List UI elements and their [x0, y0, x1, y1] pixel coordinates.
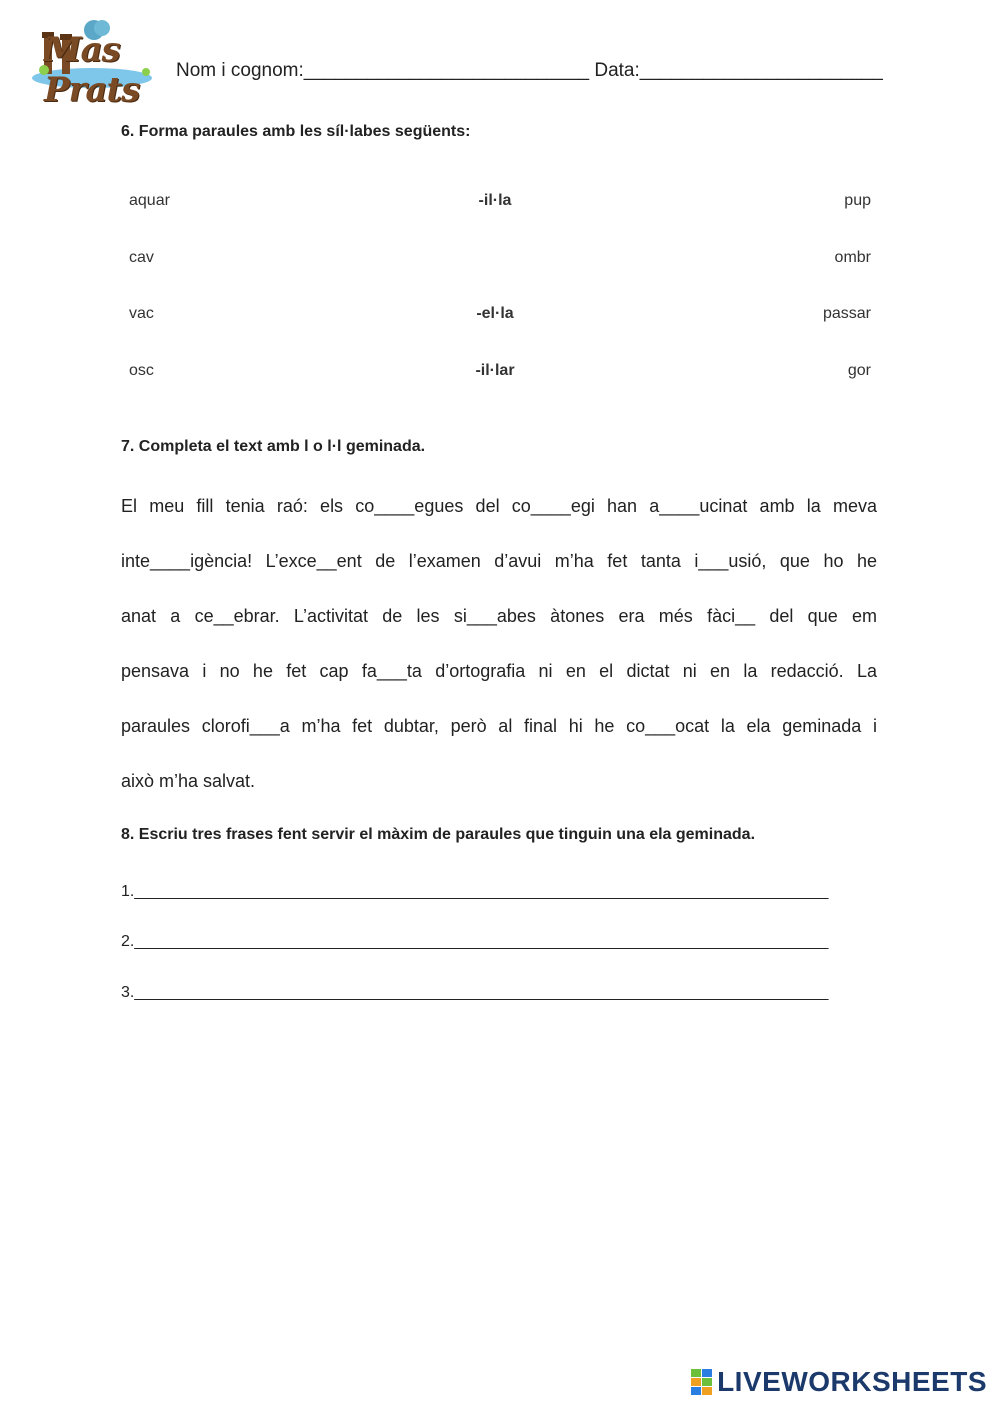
syllable-left: osc [129, 362, 154, 379]
syllable-suffix: -il·la [478, 192, 512, 209]
text-line[interactable]: pensava i no he fet cap fa___ta d’ortografia ni en el dictat ni en la redacció. La [121, 661, 877, 681]
answer-line-1[interactable]: 1.______________________________________________________________________________ [121, 883, 829, 900]
syllable-suffix: -el·la [476, 305, 514, 322]
answer-line-3[interactable]: 3.______________________________________________________________________________ [121, 984, 829, 1001]
exercise-7-title: 7. Completa el text amb l o l·l geminada. [121, 438, 426, 455]
liveworksheets-brand: LIVEWORKSHEETS [717, 1366, 987, 1397]
syllable-right: passar [822, 305, 871, 322]
exercise-6-title: 6. Forma paraules amb les síl·labes següents: [121, 123, 471, 140]
syllable-suffix: -il·lar [475, 362, 515, 379]
syllable-left: aquar [129, 192, 170, 209]
answer-line-2[interactable]: 2.______________________________________________________________________________ [121, 933, 829, 950]
syllable-right: pup [844, 192, 871, 209]
exercise-8-title: 8. Escriu tres frases fent servir el màxim de paraules que tinguin una ela geminada. [121, 826, 756, 843]
school-logo [30, 18, 160, 110]
liveworksheets-icon [691, 1369, 713, 1395]
syllable-right: gor [847, 362, 871, 379]
syllable-right: ombr [834, 249, 871, 266]
text-line[interactable]: inte____igència! L’exce__ent de l’examen d’avui m’ha fet tanta i___usió, que ho he [121, 551, 877, 571]
text-line: això m’ha salvat. [121, 771, 256, 791]
syllable-left: vac [129, 305, 154, 322]
name-date-field[interactable]: Nom i cognom:___________________________ Data:_______________________ [176, 60, 883, 81]
liveworksheets-footer [691, 1366, 987, 1398]
syllable-left: cav [129, 249, 154, 266]
text-line[interactable]: paraules clorofi___a m’ha fet dubtar, però al final hi he co___ocat la ela geminada i [121, 716, 877, 736]
text-line[interactable]: anat a ce__ebrar. L’activitat de les si___abes àtones era més fàci__ del que em [121, 606, 877, 626]
fill-in-text [121, 479, 877, 809]
logo-text: Mas Prats [44, 30, 140, 110]
text-line[interactable]: El meu fill tenia raó: els co____egues del co____egi han a____ucinat amb la meva [121, 496, 877, 516]
